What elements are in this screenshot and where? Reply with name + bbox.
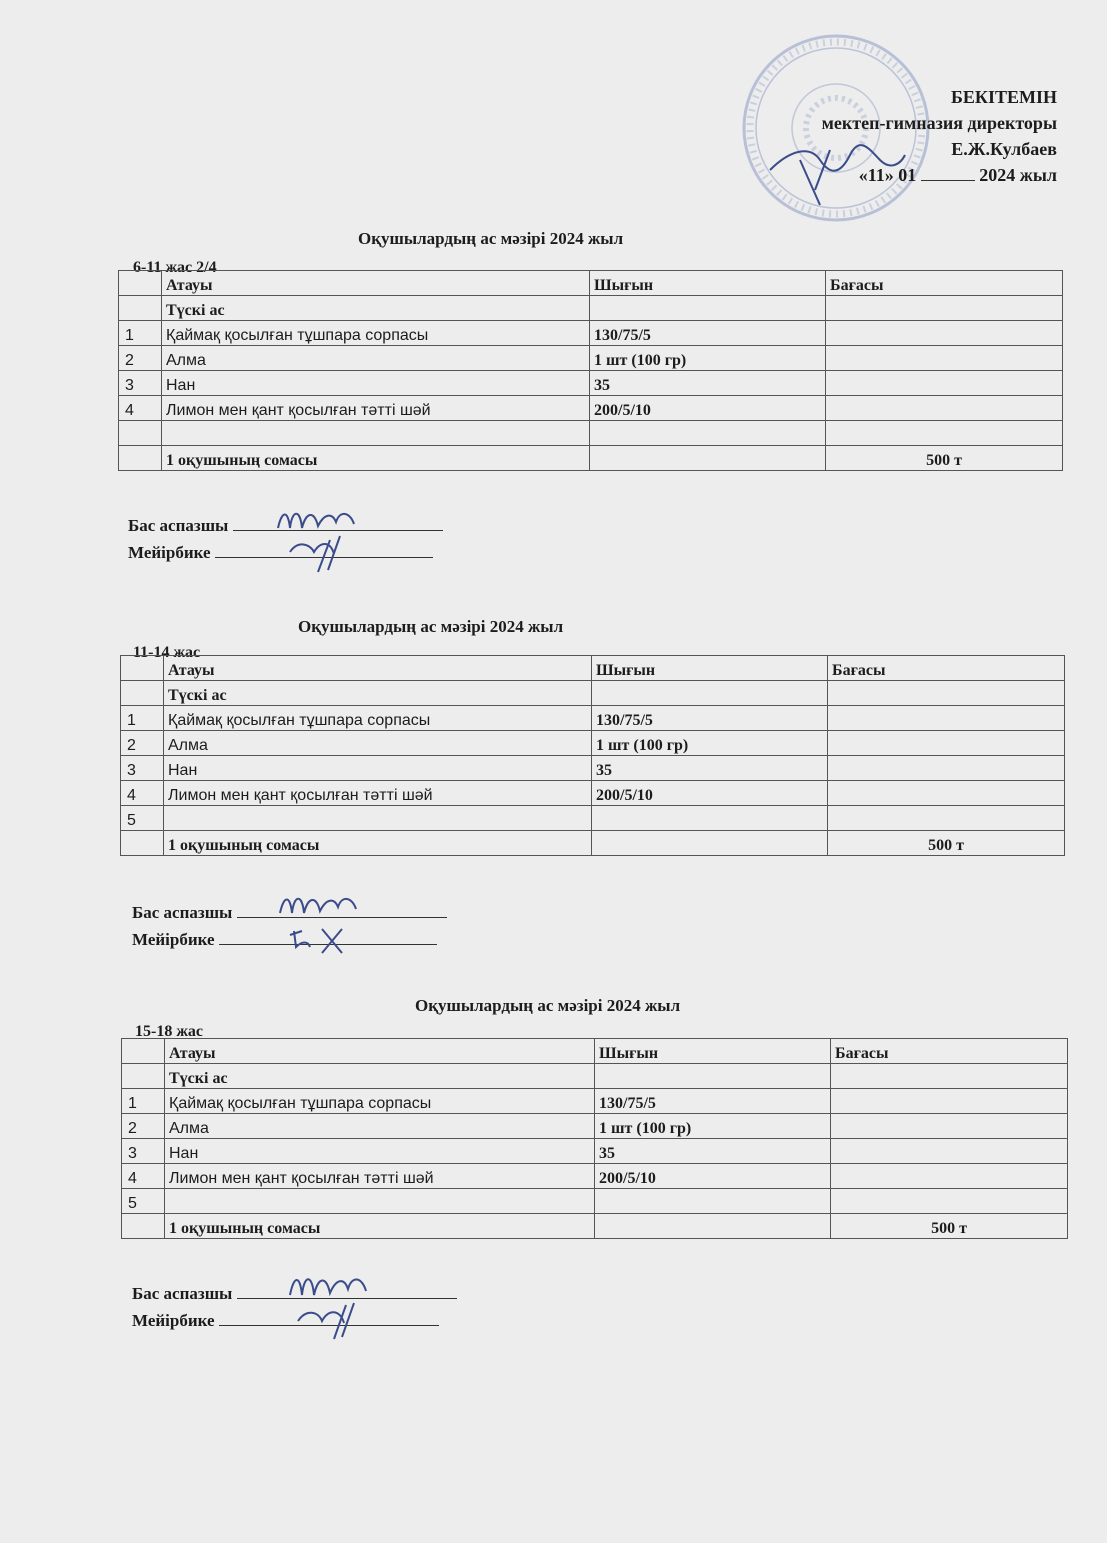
- item-name: Лимон мен қант қосылған тәтті шәй: [162, 396, 590, 421]
- table-cell: [592, 681, 828, 706]
- item-name: Нан: [165, 1139, 595, 1164]
- table-row: [121, 806, 1065, 831]
- table-cell: [828, 681, 1065, 706]
- total-row: [121, 831, 1065, 856]
- chef-label: Бас аспазшы: [128, 516, 229, 535]
- item-name: Лимон мен қант қосылған тәтті шәй: [165, 1164, 595, 1189]
- date-month: 01: [898, 165, 917, 185]
- item-number: 4: [121, 781, 164, 806]
- table-cell: [121, 831, 164, 856]
- total-price: 500 т: [826, 446, 1063, 471]
- chef-label: Бас аспазшы: [132, 1284, 233, 1303]
- total-price: 500 т: [831, 1214, 1068, 1239]
- table-cell: [122, 1214, 165, 1239]
- meal-row: [122, 1064, 1068, 1089]
- item-number: [119, 421, 162, 446]
- table-row: [119, 371, 1063, 396]
- item-name: Алма: [164, 731, 592, 756]
- table-row: [121, 731, 1065, 756]
- item-number: 5: [121, 806, 164, 831]
- table-cell: [590, 296, 826, 321]
- item-number: 3: [121, 756, 164, 781]
- meal-label: Түскі ас: [165, 1064, 595, 1089]
- item-number: 4: [122, 1164, 165, 1189]
- table-cell: [592, 831, 828, 856]
- item-price: [828, 781, 1065, 806]
- total-row: [119, 446, 1063, 471]
- total-label: 1 оқушының сомасы: [165, 1214, 595, 1239]
- total-price: 500 т: [828, 831, 1065, 856]
- item-name: [165, 1189, 595, 1214]
- item-number: 2: [119, 346, 162, 371]
- approval-title: БЕКІТЕМІН: [951, 87, 1057, 107]
- menu-title: Оқушылардың ас мәзірі 2024 жыл: [415, 996, 681, 1015]
- item-number: 5: [122, 1189, 165, 1214]
- column-header-price: Бағасы: [828, 656, 1065, 681]
- item-usage: 1 шт (100 гр): [592, 731, 828, 756]
- table-cell: [122, 1064, 165, 1089]
- item-usage: [590, 421, 826, 446]
- approval-year: 2024 жыл: [979, 165, 1057, 185]
- nurse-label: Мейірбике: [132, 930, 215, 949]
- item-price: [828, 756, 1065, 781]
- item-name: Лимон мен қант қосылған тәтті шәй: [164, 781, 592, 806]
- item-usage: 130/75/5: [592, 706, 828, 731]
- table-cell: [119, 296, 162, 321]
- age-group-label: 15-18 жас: [135, 1023, 204, 1040]
- table-cell: [595, 1064, 831, 1089]
- item-name: [164, 806, 592, 831]
- item-price: [826, 346, 1063, 371]
- item-number: 3: [119, 371, 162, 396]
- item-price: [828, 706, 1065, 731]
- item-price: [831, 1139, 1068, 1164]
- approval-name: Е.Ж.Кулбаев: [951, 139, 1057, 159]
- table-cell: [831, 1064, 1068, 1089]
- table-row: [119, 346, 1063, 371]
- table-row: [122, 1139, 1068, 1164]
- item-name: Нан: [164, 756, 592, 781]
- nurse-label: Мейірбике: [128, 543, 211, 562]
- table-cell: [826, 296, 1063, 321]
- item-number: 1: [119, 321, 162, 346]
- item-name: Қаймақ қосылған тұшпара сорпасы: [162, 321, 590, 346]
- date-quote-open: «: [858, 165, 868, 185]
- item-usage: 1 шт (100 гр): [595, 1114, 831, 1139]
- column-header-usage: Шығын: [590, 271, 826, 296]
- menu-table: [121, 1038, 1068, 1239]
- table-header-row: [119, 271, 1063, 296]
- item-usage: 130/75/5: [595, 1089, 831, 1114]
- menu-table: [118, 270, 1063, 471]
- item-number: 1: [122, 1089, 165, 1114]
- item-price: [826, 371, 1063, 396]
- column-header-usage: Шығын: [592, 656, 828, 681]
- item-name: Қаймақ қосылған тұшпара сорпасы: [164, 706, 592, 731]
- table-row: [119, 421, 1063, 446]
- item-number: 4: [119, 396, 162, 421]
- date-blank-line: [921, 162, 975, 181]
- item-number: 3: [122, 1139, 165, 1164]
- table-cell: [119, 271, 162, 296]
- item-price: [831, 1164, 1068, 1189]
- meal-label: Түскі ас: [164, 681, 592, 706]
- meal-label: Түскі ас: [162, 296, 590, 321]
- item-name: [162, 421, 590, 446]
- nurse-label: Мейірбике: [132, 1311, 215, 1330]
- item-number: 1: [121, 706, 164, 731]
- column-header-price: Бағасы: [831, 1039, 1068, 1064]
- item-usage: 1 шт (100 гр): [590, 346, 826, 371]
- item-usage: [592, 806, 828, 831]
- item-number: 2: [121, 731, 164, 756]
- table-row: [121, 756, 1065, 781]
- item-name: Алма: [162, 346, 590, 371]
- date-day: 11: [867, 165, 885, 185]
- menu-title: Оқушылардың ас мәзірі 2024 жыл: [298, 617, 564, 636]
- table-cell: [122, 1039, 165, 1064]
- date-quote-close: »: [884, 165, 894, 185]
- item-usage: 35: [592, 756, 828, 781]
- item-price: [826, 396, 1063, 421]
- total-label: 1 оқушының сомасы: [164, 831, 592, 856]
- meal-row: [119, 296, 1063, 321]
- table-row: [122, 1089, 1068, 1114]
- table-cell: [121, 656, 164, 681]
- signature-icon: [270, 500, 370, 575]
- item-price: [831, 1089, 1068, 1114]
- menu-table: [120, 655, 1065, 856]
- table-row: [119, 396, 1063, 421]
- item-usage: 200/5/10: [592, 781, 828, 806]
- item-usage: [595, 1189, 831, 1214]
- item-usage: 200/5/10: [590, 396, 826, 421]
- item-number: 2: [122, 1114, 165, 1139]
- column-header-name: Атауы: [165, 1039, 595, 1064]
- table-row: [122, 1164, 1068, 1189]
- item-name: Алма: [165, 1114, 595, 1139]
- item-usage: 130/75/5: [590, 321, 826, 346]
- item-price: [826, 321, 1063, 346]
- total-label: 1 оқушының сомасы: [162, 446, 590, 471]
- total-row: [122, 1214, 1068, 1239]
- table-cell: [119, 446, 162, 471]
- table-cell: [595, 1214, 831, 1239]
- item-price: [826, 421, 1063, 446]
- director-signature-icon: [760, 130, 910, 210]
- table-row: [122, 1114, 1068, 1139]
- signature-icon: [272, 885, 372, 960]
- item-price: [828, 731, 1065, 756]
- age-group-label: 6-11 жас 2/4: [133, 259, 217, 276]
- column-header-name: Атауы: [162, 271, 590, 296]
- meal-row: [121, 681, 1065, 706]
- item-name: Нан: [162, 371, 590, 396]
- table-header-row: [121, 656, 1065, 681]
- item-price: [831, 1114, 1068, 1139]
- menu-title: Оқушылардың ас мәзірі 2024 жыл: [358, 229, 624, 248]
- item-usage: 200/5/10: [595, 1164, 831, 1189]
- table-cell: [121, 681, 164, 706]
- item-name: Қаймақ қосылған тұшпара сорпасы: [165, 1089, 595, 1114]
- item-usage: 35: [595, 1139, 831, 1164]
- approval-position: мектеп-гимназия директоры: [821, 113, 1057, 133]
- table-row: [122, 1189, 1068, 1214]
- chef-label: Бас аспазшы: [132, 903, 233, 922]
- column-header-name: Атауы: [164, 656, 592, 681]
- table-row: [121, 706, 1065, 731]
- column-header-usage: Шығын: [595, 1039, 831, 1064]
- item-price: [828, 806, 1065, 831]
- age-group-label: 11-14 жас: [133, 644, 201, 661]
- table-row: [119, 321, 1063, 346]
- item-usage: 35: [590, 371, 826, 396]
- table-header-row: [122, 1039, 1068, 1064]
- table-cell: [590, 446, 826, 471]
- table-row: [121, 781, 1065, 806]
- column-header-price: Бағасы: [826, 271, 1063, 296]
- item-price: [831, 1189, 1068, 1214]
- signature-icon: [282, 1263, 382, 1343]
